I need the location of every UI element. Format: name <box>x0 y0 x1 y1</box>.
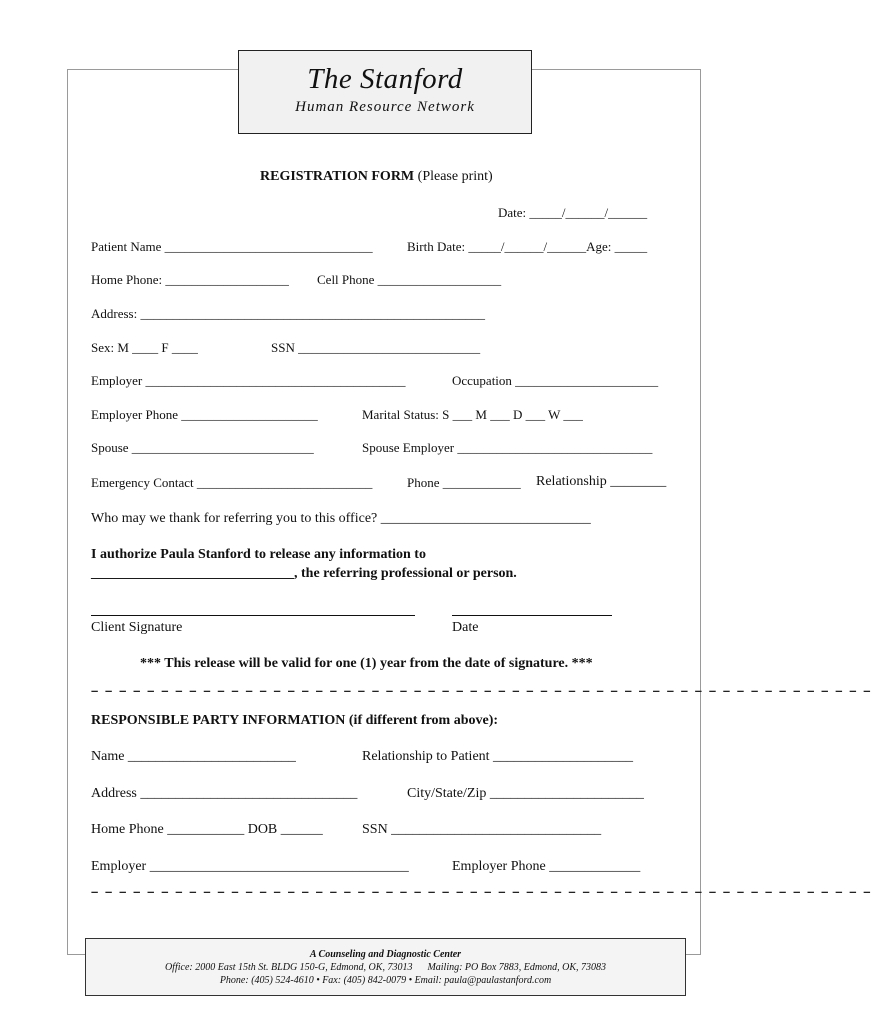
rp-relationship-field[interactable]: Relationship to Patient ____________________ <box>362 749 634 764</box>
rp-name-field[interactable]: Name ________________________ <box>91 749 296 764</box>
marital-status-field[interactable]: Marital Status: S ___ M ___ D ___ W ___ <box>362 407 583 422</box>
spouse-employer-field[interactable]: Spouse Employer ______________________________ <box>362 440 653 455</box>
home-phone-field[interactable]: Home Phone: ___________________ <box>91 272 289 287</box>
rp-city-field[interactable]: City/State/Zip ______________________ <box>407 786 644 801</box>
divider-dashes: – – – – – – – – – – – – – – – – – – – – – – – – – – – – – – – – – – – – – – – – – – – – – – – – – – – – – – – – <box>91 683 872 698</box>
authorize-line-2[interactable]: _____________________________, the referring professional or person. <box>91 566 517 581</box>
rp-ssn-field[interactable]: SSN ______________________________ <box>362 822 602 837</box>
rp-home-phone-field[interactable]: Home Phone ___________ DOB ______ <box>91 822 323 837</box>
form-title-note: (Please print) <box>417 169 493 184</box>
release-note: *** This release will be valid for one (1) year from the date of signature. *** <box>140 656 593 671</box>
spouse-field[interactable]: Spouse ____________________________ <box>91 440 314 455</box>
client-signature-label: Client Signature <box>91 620 183 635</box>
sex-field[interactable]: Sex: M ____ F ____ <box>91 340 198 355</box>
emergency-phone-field[interactable]: Phone ____________ <box>407 475 521 490</box>
footer-office: Office: 2000 East 15th St. BLDG 150-G, Edmond, OK, 73013 Mailing: PO Box 7883, Edmond, OK, 73083 <box>164 962 607 973</box>
date-signature-line[interactable] <box>452 615 612 616</box>
org-logo <box>238 50 532 134</box>
form-title-row <box>260 170 493 184</box>
referral-field[interactable]: Who may we thank for referring you to this office? ______________________________ <box>91 511 591 526</box>
cell-phone-field[interactable]: Cell Phone ___________________ <box>317 272 502 287</box>
footer-contact: Phone: (405) 524-4610 • Fax: (405) 842-0079 • Email: paula@paulastanford.com <box>219 975 552 986</box>
relationship-field[interactable]: Relationship ________ <box>536 474 667 489</box>
birth-date-field[interactable]: Birth Date: _____/______/______Age: _____ <box>407 239 648 254</box>
address-field[interactable]: Address: _____________________________________________________ <box>91 306 485 321</box>
org-subtitle: Human Resource Network <box>295 99 475 115</box>
emergency-contact-field[interactable]: Emergency Contact ___________________________ <box>91 475 373 490</box>
authorize-line-1: I authorize Paula Stanford to release any information to <box>91 547 426 562</box>
form-title: REGISTRATION FORM <box>260 169 415 184</box>
footer-box <box>85 938 686 996</box>
ssn-field[interactable]: SSN ____________________________ <box>271 340 481 355</box>
rp-employer-phone-field[interactable]: Employer Phone _____________ <box>452 859 641 874</box>
occupation-field[interactable]: Occupation ______________________ <box>452 373 659 388</box>
patient-name-field[interactable]: Patient Name ________________________________ <box>91 239 373 254</box>
footer-title: A Counseling and Diagnostic Center <box>309 949 462 960</box>
org-title: The Stanford <box>307 63 463 95</box>
date-signature-label: Date <box>452 620 479 635</box>
date-field[interactable]: Date: _____/______/______ <box>498 205 648 220</box>
employer-field[interactable]: Employer ________________________________________ <box>91 373 406 388</box>
divider-dashes: – – – – – – – – – – – – – – – – – – – – – – – – – – – – – – – – – – – – – – – – – – – – – – – – – – – – – – – – <box>91 884 872 899</box>
rp-employer-field[interactable]: Employer _____________________________________ <box>91 859 409 874</box>
responsible-party-heading: RESPONSIBLE PARTY INFORMATION (if different from above): <box>91 713 499 728</box>
client-signature-line[interactable] <box>91 615 415 616</box>
employer-phone-field[interactable]: Employer Phone _____________________ <box>91 407 318 422</box>
rp-address-field[interactable]: Address _______________________________ <box>91 786 358 801</box>
